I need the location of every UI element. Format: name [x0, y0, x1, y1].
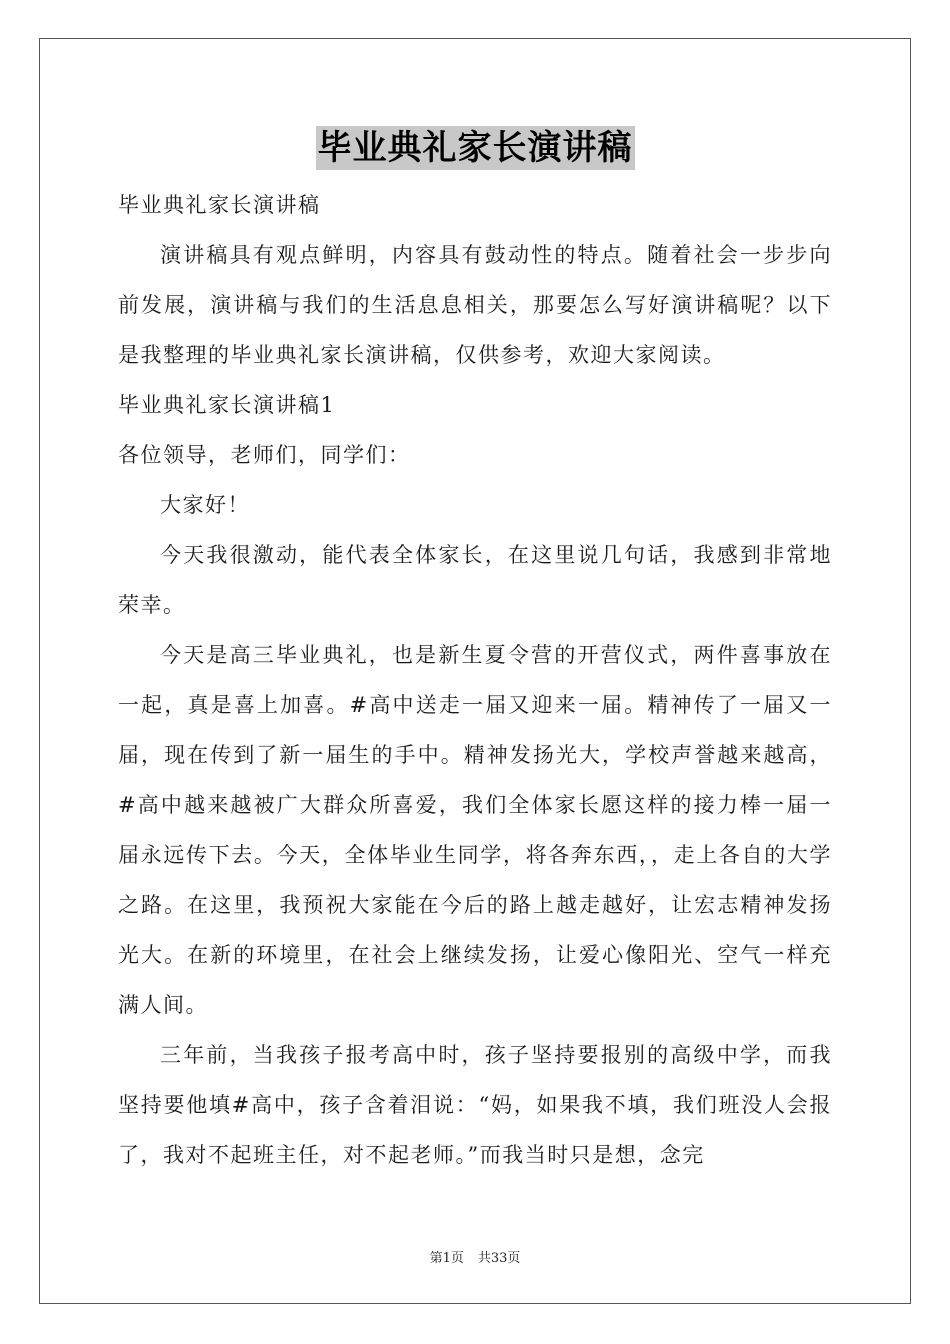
- paragraph[interactable]: 今天我很激动，能代表全体家长，在这里说几句话，我感到非常地荣幸。: [118, 543, 832, 617]
- paragraph[interactable]: 演讲稿具有观点鲜明，内容具有鼓动性的特点。随着社会一步步向前发展，演讲稿与我们的生活息息相关，那要怎么写好演讲稿呢？以下是我整理的毕业典礼家长演讲稿，仅供参考，欢迎大家阅读。: [118, 243, 832, 367]
- title-container: [0, 126, 950, 170]
- paragraph[interactable]: 毕业典礼家长演讲稿: [118, 193, 321, 217]
- paragraph[interactable]: 三年前，当我孩子报考高中时，孩子坚持要报别的高级中学，而我坚持要他填#高中，孩子含着泪说：“妈，如果我不填，我们班没人会报了，我对不起班主任，对不起老师。”而我当时只是想，念完: [118, 1043, 832, 1167]
- page-footer: [0, 1247, 950, 1266]
- document-body[interactable]: [118, 180, 832, 1180]
- document-title[interactable]: 毕业典礼家长演讲稿: [317, 128, 633, 168]
- page-number: 第1页: [429, 1251, 464, 1266]
- paragraph[interactable]: 大家好！: [160, 493, 250, 517]
- paragraph[interactable]: 各位领导，老师们，同学们：: [118, 443, 411, 467]
- paragraph[interactable]: 今天是高三毕业典礼，也是新生夏令营的开营仪式，两件喜事放在一起，真是喜上加喜。#高中送走一届又迎来一届。精神传了一届又一届，现在传到了新一届生的手中。精神发扬光大，学校声誉越来越高，#高中越来越被广大群众所喜爱，我们全体家长愿这样的接力棒一届一届永远传下去。今天，全体毕业生同学，将各奔东西，，走上各自的大学之路。在这里，我预祝大家能在今后的路上越走越好，让宏志精神发扬光大。在新的环境里，在社会上继续发扬，让爱心像阳光、空气一样充满人间。: [118, 643, 832, 1017]
- paragraph[interactable]: 毕业典礼家长演讲稿1: [118, 393, 336, 417]
- page-total: 共33页: [477, 1251, 521, 1266]
